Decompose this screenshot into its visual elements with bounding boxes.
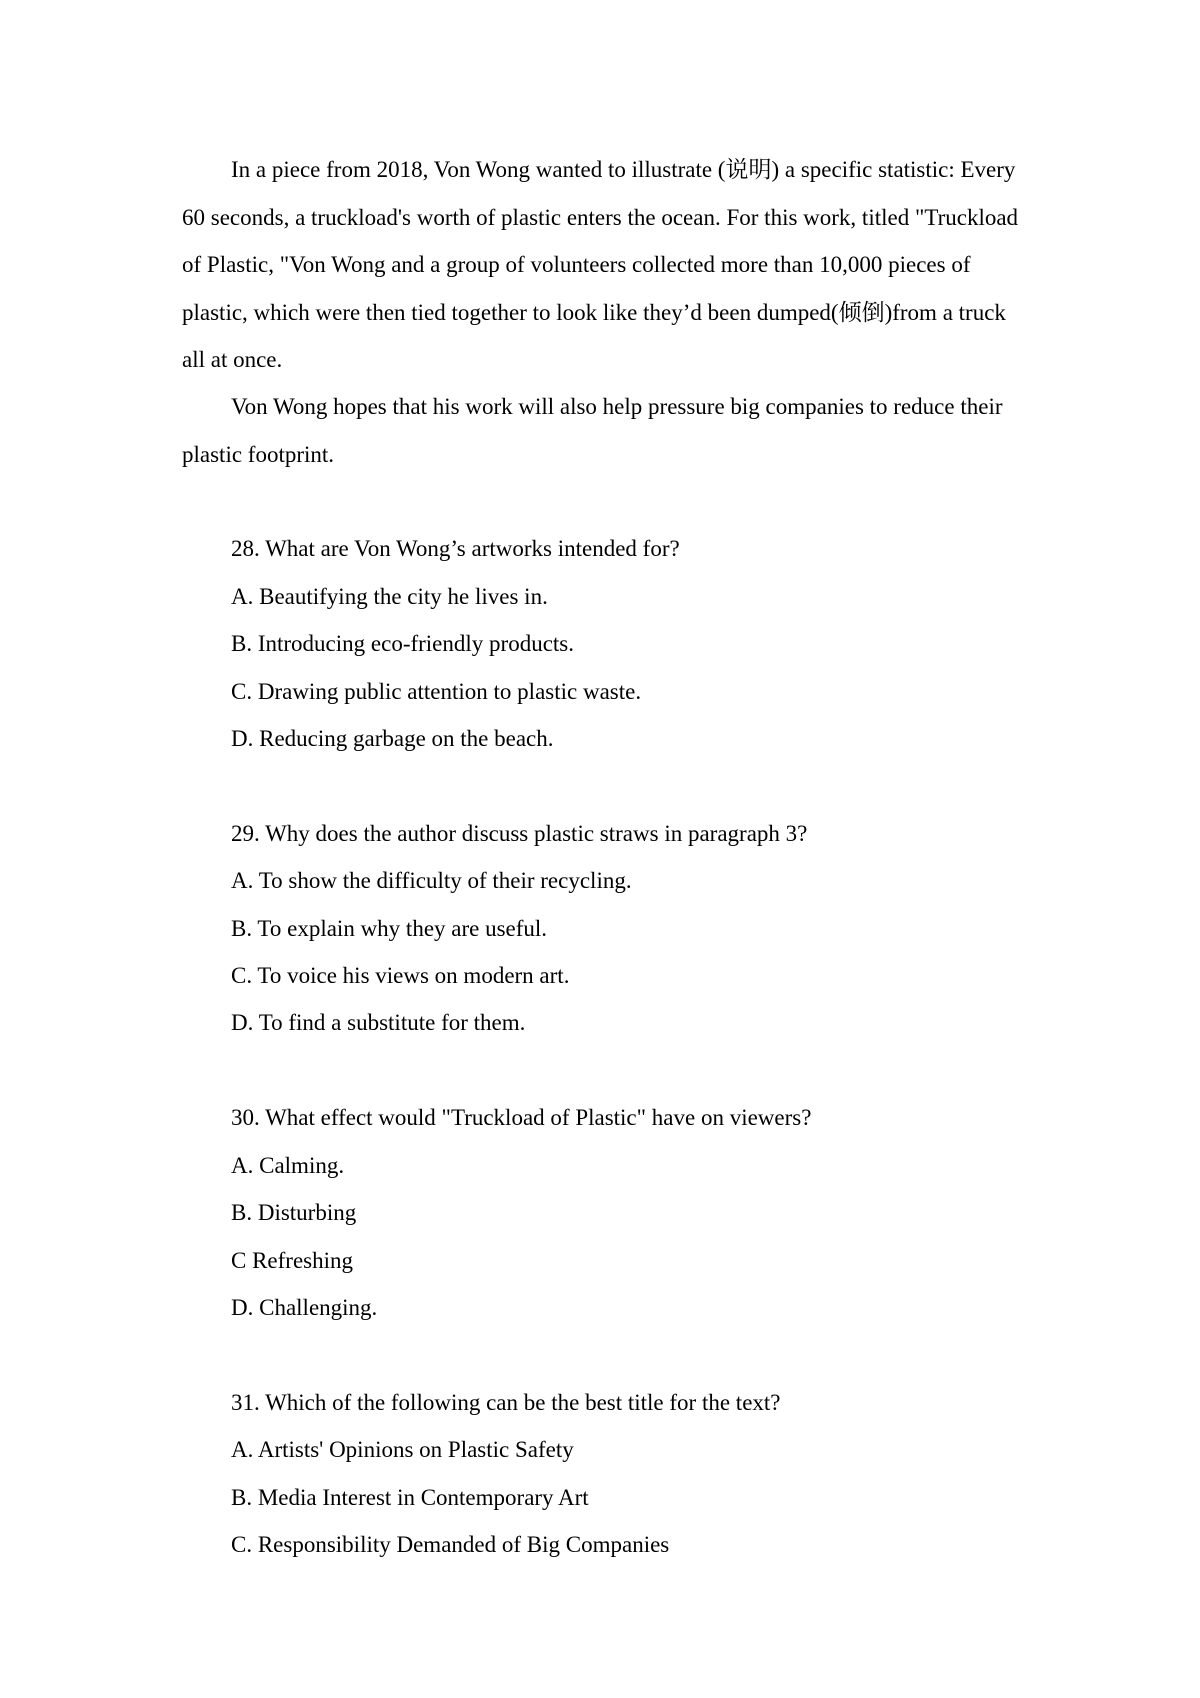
question-stem: 28. What are Von Wong’s artworks intended for? (231, 536, 680, 561)
option-b: B. To explain why they are useful. (231, 916, 548, 941)
option-b: B. Disturbing (231, 1200, 357, 1225)
option-a: A. Beautifying the city he lives in. (231, 584, 548, 609)
question-stem: 30. What effect would "Truckload of Plastic" have on viewers? (231, 1105, 812, 1130)
passage-paragraph-1: In a piece from 2018, Von Wong wanted to illustrate (说明) a specific statistic: Every 60 seconds, a truckload's worth of plastic enters the ocean. For this work, titled "Truckload of Plastic, "Von Wong and a group of volunteers collected more than 10,000 pieces of plastic, which were then tied together to look like they’d been dumped(倾倒)from a truck all at once. (182, 157, 1019, 372)
option-d: D. Reducing garbage on the beach. (231, 726, 554, 751)
option-c: C. Drawing public attention to plastic waste. (231, 679, 642, 704)
option-a: A. Artists' Opinions on Plastic Safety (231, 1437, 574, 1462)
question-stem: 29. Why does the author discuss plastic straws in paragraph 3? (231, 821, 808, 846)
option-a: A. To show the difficulty of their recycling. (231, 868, 632, 893)
option-d: D. Challenging. (231, 1295, 378, 1320)
passage-paragraph-2: Von Wong hopes that his work will also help pressure big companies to reduce their plastic footprint. (182, 394, 1003, 467)
option-c: C. Responsibility Demanded of Big Companies (231, 1532, 670, 1557)
option-a: A. Calming. (231, 1153, 345, 1178)
option-b: B. Introducing eco-friendly products. (231, 631, 574, 656)
question-stem: 31. Which of the following can be the best title for the text? (231, 1390, 781, 1415)
option-d: D. To find a substitute for them. (231, 1010, 526, 1035)
option-c: C. To voice his views on modern art. (231, 963, 570, 988)
option-c: C Refreshing (231, 1248, 354, 1273)
option-b: B. Media Interest in Contemporary Art (231, 1485, 589, 1510)
